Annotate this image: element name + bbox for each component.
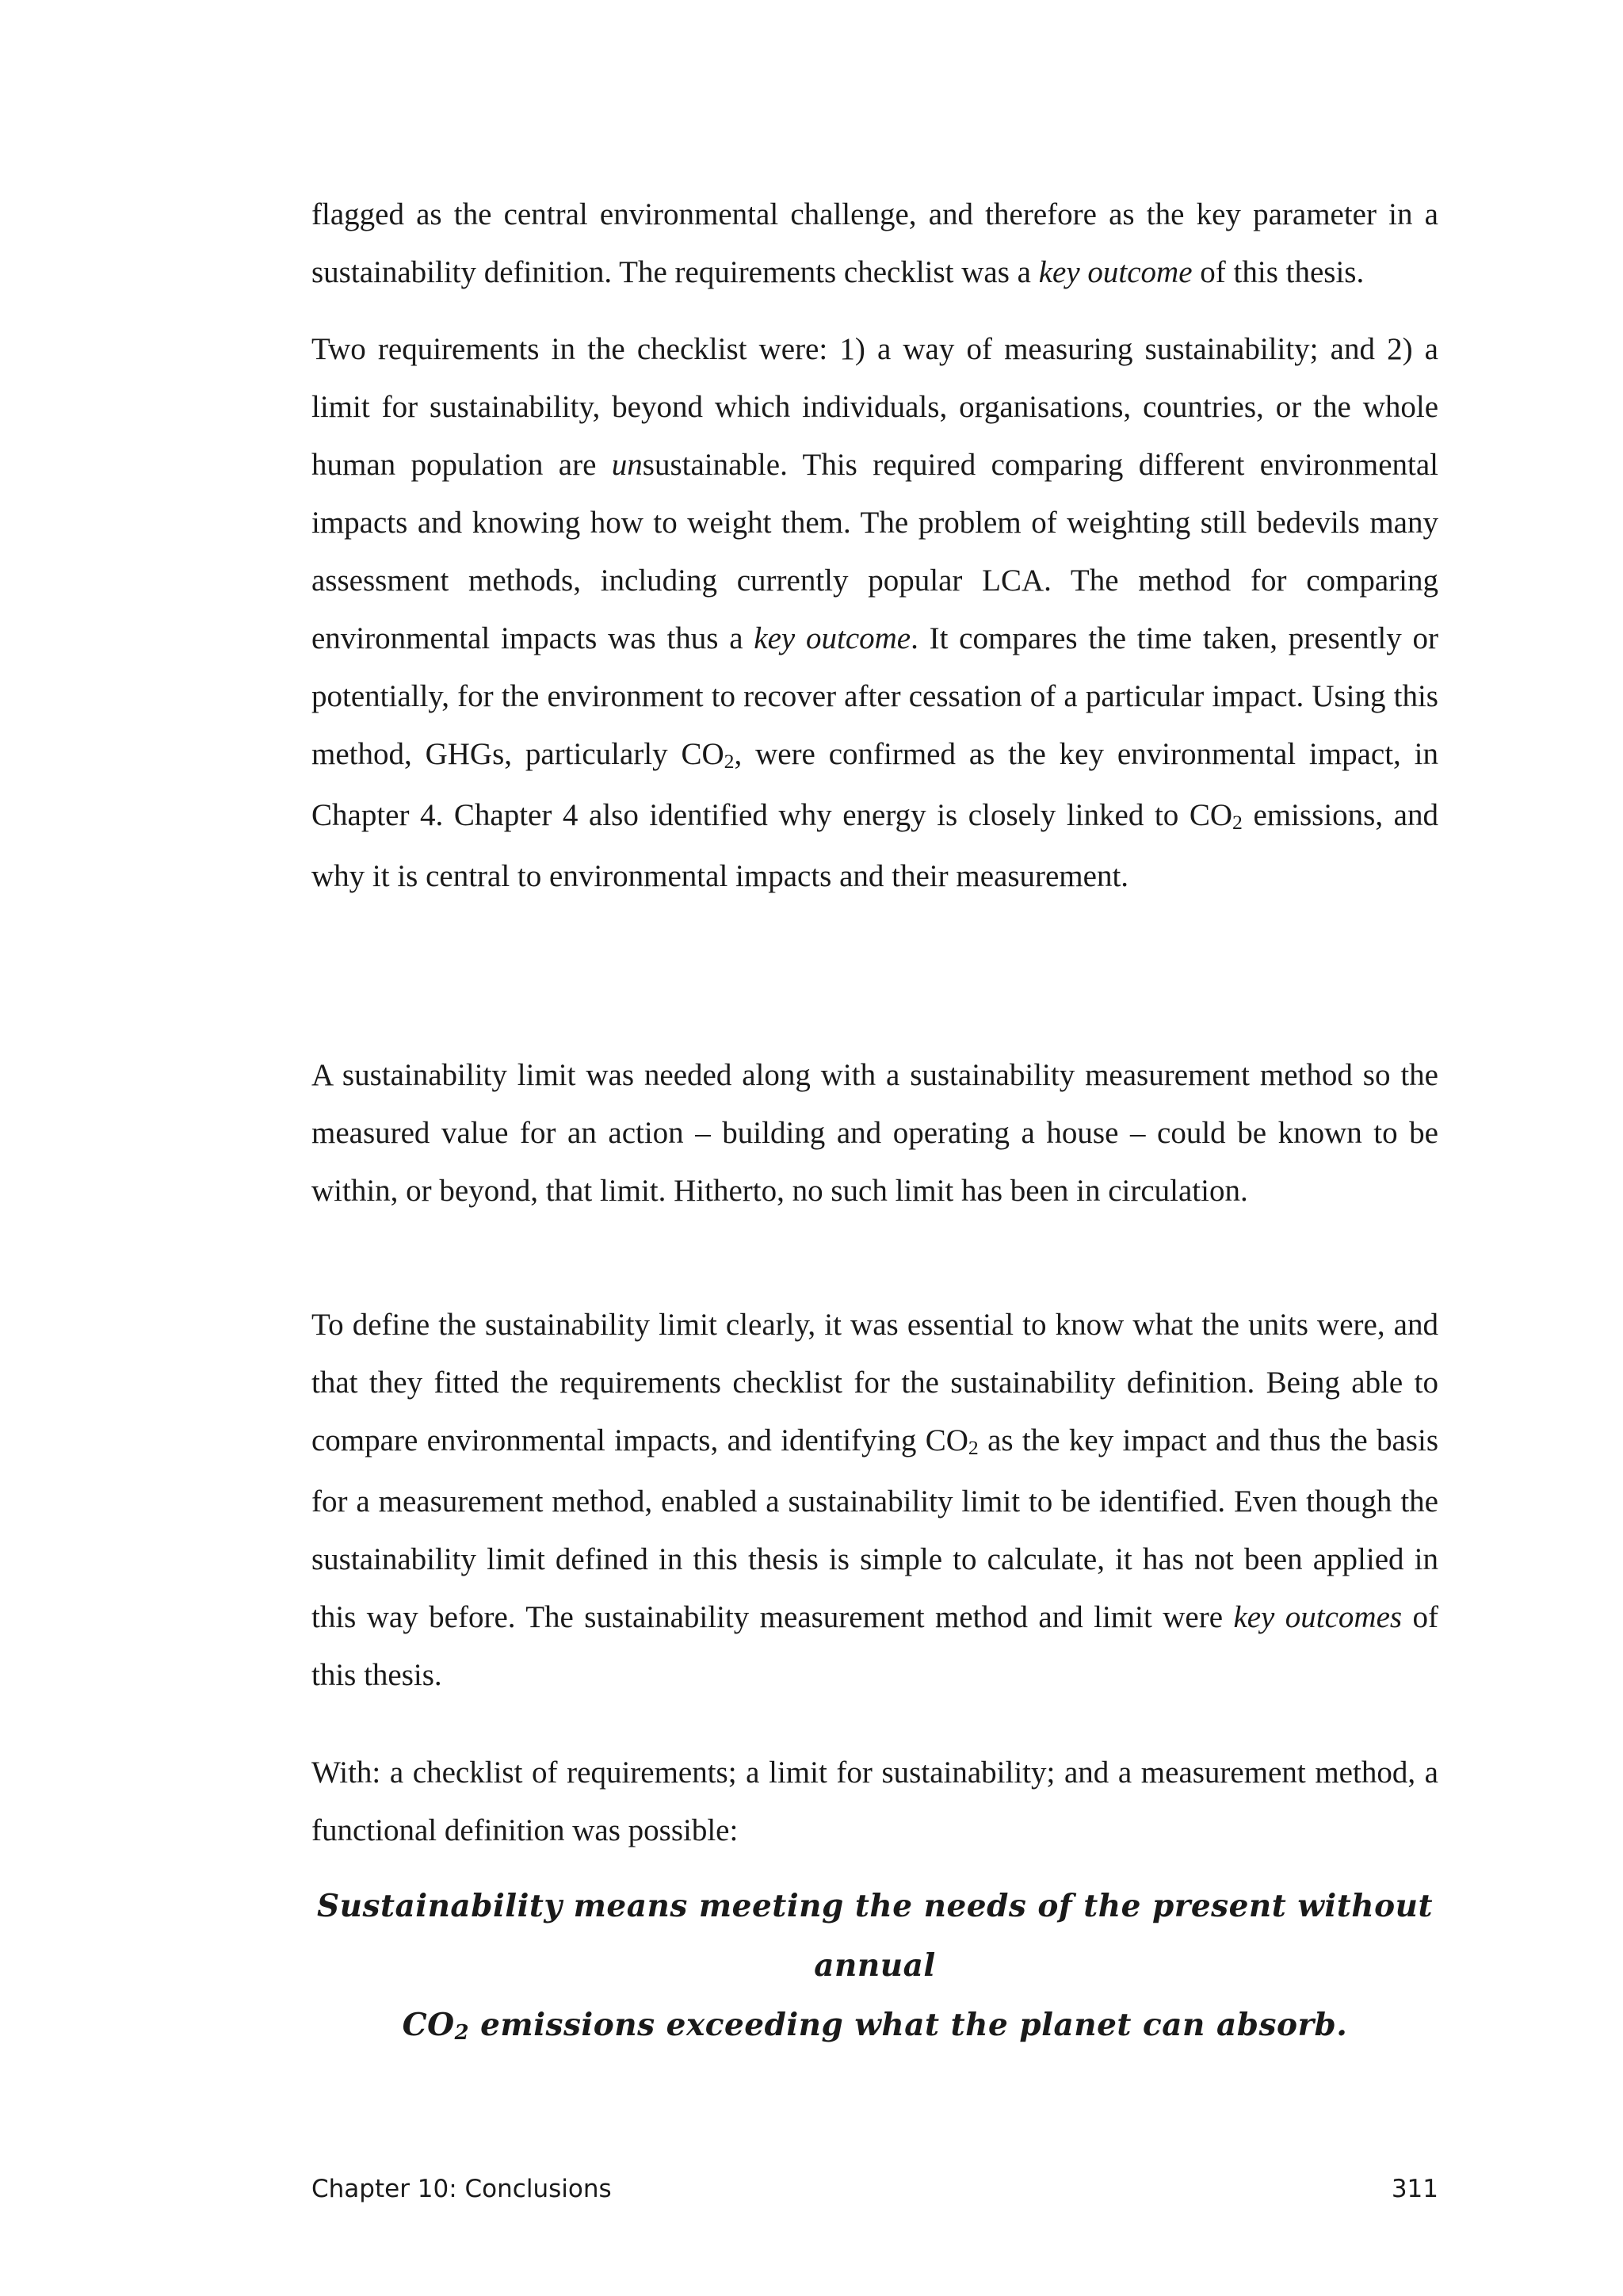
paragraph-4-text-end: of this thesis. xyxy=(311,1600,1439,1692)
emphasis-key-outcomes: key outcomes xyxy=(1233,1600,1403,1634)
footer-chapter-title: Chapter 10: Conclusions xyxy=(311,2175,612,2203)
definition-line-2-end: emissions exceeding what the planet can absorb. xyxy=(469,2007,1348,2043)
paragraph-2-text-cont: . It compares the time taken, presently or potentially, for the environment to recover after cessation of a particular impact. Using this method, GHGs, particularly CO xyxy=(311,621,1438,771)
emphasis-key-outcome: key outcome xyxy=(1038,255,1193,289)
paragraph-1 xyxy=(311,185,1438,301)
paragraph-4-text: To define the sustainability limit clearly, it was essential to know what the units were, and that they fitted the requirements checklist for the sustainability definition. Being able to compare environmental impacts, and identifying CO xyxy=(311,1308,1438,1457)
paragraph-4-text-cont: as the key impact and thus the basis for a measurement method, enabled a sustainability limit to be identified. Even though the sustainability limit defined in this thesis is simple to calculate, it has not been applied in this way before. The sustainability measurement method and limit were xyxy=(311,1423,1438,1634)
paragraph-4 xyxy=(311,1296,1438,1704)
subscript-2: 2 xyxy=(968,1435,979,1459)
paragraph-2-text-end: emissions, and why it is central to environmental impacts and their measurement. xyxy=(311,798,1438,893)
paragraph-1-text: flagged as the central environmental challenge, and therefore as the key parameter in a sustainability definition. The requirements checklist was a xyxy=(311,197,1438,289)
paragraph-2-text-cont: sustainable. This required comparing different environmental impacts and knowing how to weight them. The problem of weighting still bedevils many assessment methods, including currently popular LCA. The method for comparing environmental impacts was thus a xyxy=(311,448,1438,655)
emphasis-key-outcome: key outcome xyxy=(754,621,911,655)
paragraph-1-text-end: of this thesis. xyxy=(1192,255,1365,289)
subscript-2: 2 xyxy=(454,2020,470,2045)
sustainability-definition xyxy=(311,1877,1438,2059)
paragraph-3-text: A sustainability limit was needed along with a sustainability measurement method so the measured value for an action – building and operating a house – could be known to be within, or beyond, that limit. Hitherto, no such limit has been in circulation. xyxy=(311,1058,1438,1208)
paragraph-2-text-cont: , were confirmed as the key environmental impact, in Chapter 4. Chapter 4 also identified why energy is closely linked to CO xyxy=(311,737,1438,832)
paragraph-2-text: Two requirements in the checklist were: 1) a way of measuring sustainability; and 2) a limit for sustainability, beyond which individuals, organisations, countries, or the whole human population are xyxy=(311,332,1438,482)
definition-line-1: Sustainability means meeting the needs of the present without annual xyxy=(317,1888,1433,1984)
subscript-2: 2 xyxy=(724,749,735,773)
paragraph-2 xyxy=(311,320,1438,905)
paragraph-3 xyxy=(311,1046,1438,1220)
footer-page-number: 311 xyxy=(1391,2175,1438,2203)
paragraph-5 xyxy=(311,1744,1438,1859)
paragraph-5-text: With: a checklist of requirements; a limit for sustainability; and a measurement method, a functional definition was possible: xyxy=(311,1755,1438,1847)
emphasis-un: un xyxy=(611,448,643,482)
subscript-2: 2 xyxy=(1232,810,1243,834)
definition-line-2-start: CO xyxy=(402,2007,455,2043)
